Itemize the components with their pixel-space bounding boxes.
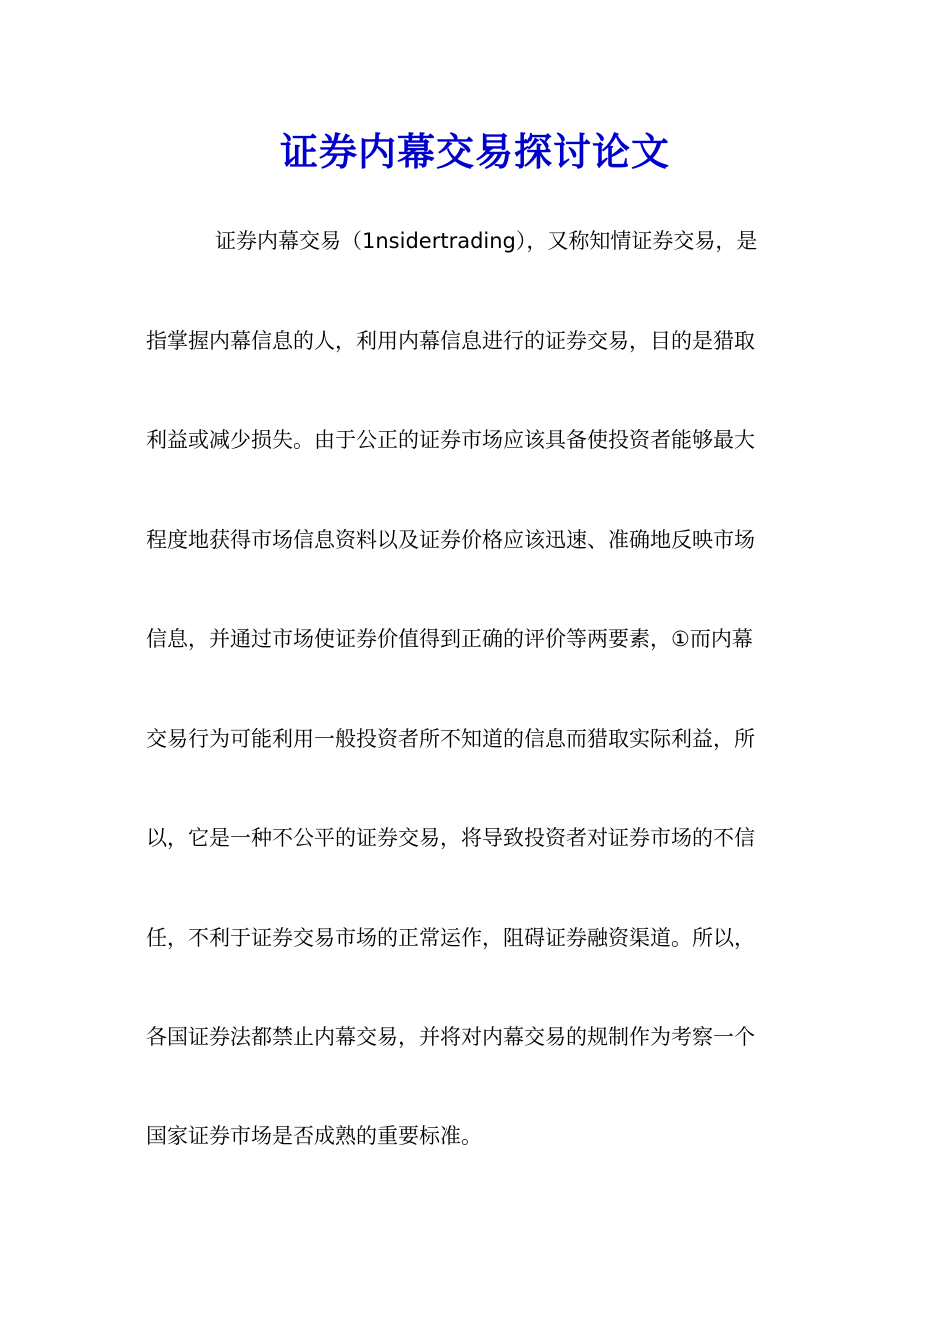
- paragraph-line-9: 各国证券法都禁止内幕交易，并将对内幕交易的规制作为考察一个: [146, 1025, 755, 1049]
- paragraph-line-5: 信息，并通过市场使证券价值得到正确的评价等两要素，①而内幕: [146, 627, 753, 651]
- paragraph-line-8: 任，不利于证券交易市场的正常运作，阻碍证券融资渠道。所以，: [146, 926, 755, 950]
- paragraph-line-6: 交易行为可能利用一般投资者所不知道的信息而猎取实际利益，所: [146, 727, 755, 751]
- document-title: 证券内幕交易探讨论文: [279, 129, 670, 174]
- paragraph-line-10: 国家证券市场是否成熟的重要标准。: [146, 1124, 482, 1148]
- paragraph-line-3: 利益或减少损失。由于公正的证券市场应该具备使投资者能够最大: [146, 428, 755, 452]
- paragraph-line-2: 指掌握内幕信息的人，利用内幕信息进行的证券交易，目的是猎取: [146, 329, 755, 353]
- paragraph-line-7: 以，它是一种不公平的证券交易，将导致投资者对证券市场的不信: [146, 826, 755, 850]
- paragraph-line-4: 程度地获得市场信息资料以及证券价格应该迅速、准确地反映市场: [146, 528, 755, 552]
- paragraph-line-1: 证券内幕交易（1nsidertrading），又称知情证券交易，是: [215, 229, 758, 253]
